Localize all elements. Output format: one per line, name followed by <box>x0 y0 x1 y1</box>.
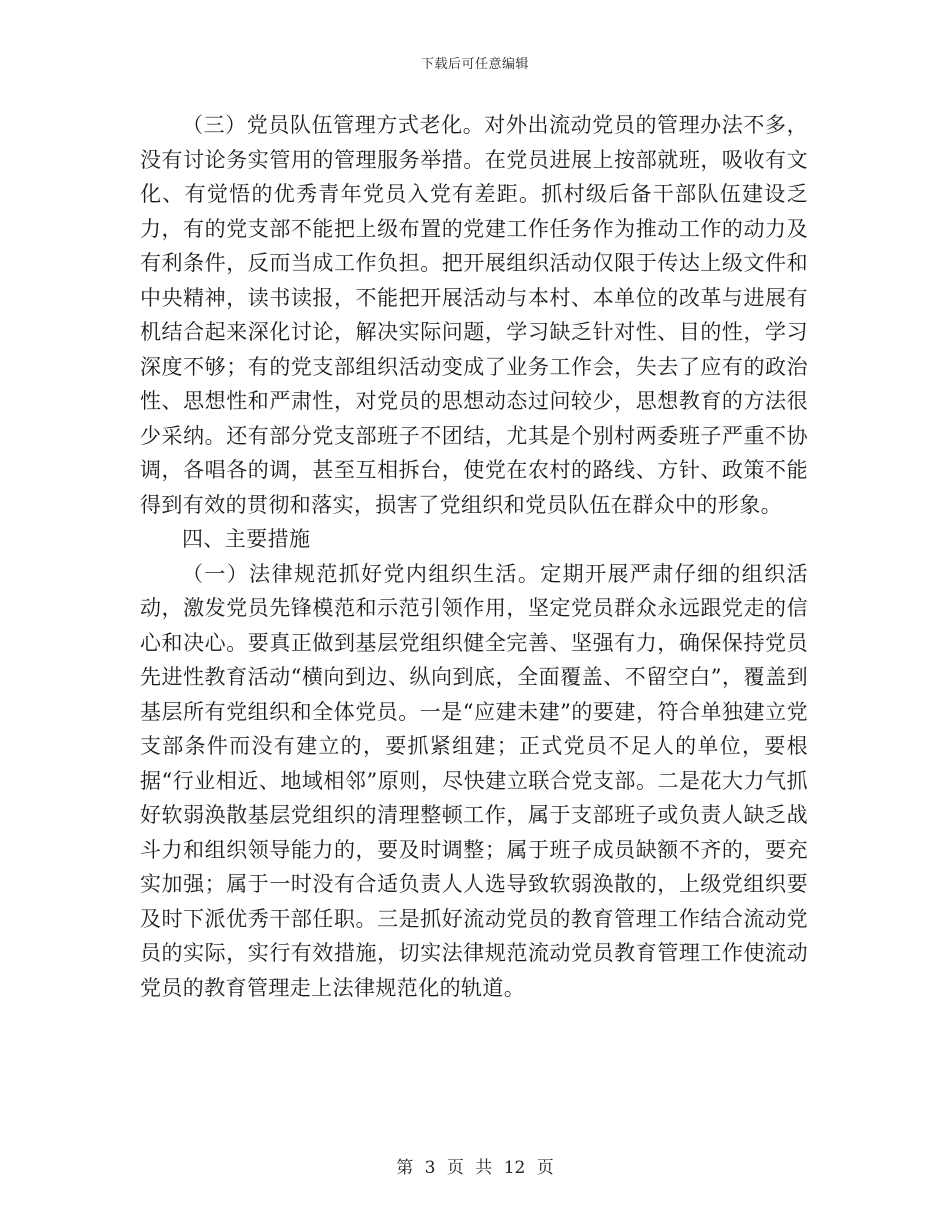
page-header: 下载后可任意编辑 <box>420 57 529 72</box>
paragraph-measure-1: （一）法律规范抓好党内组织生活。定期开展严肃仔细的组织活动，激发党员先锋模范和示范引领作用，坚定党员群众永远跟党走的信心和决心。要真正做到基层党组织健全完善、坚强有力，确保保持党员先进性教育活动“横向到边、纵向到底，全面覆盖、不留空白”，覆盖到基层所有党组织和全体党员。一是“应建未建”的要建，符合单独建立党支部条件而没有建立的，要抓紧组建；正式党员不足人的单位，要根据“行业相近、地域相邻”原则，尽快建立联合党支部。二是花大力气抓好软弱涣散基层党组织的清理整顿工作，属于支部班子或负责人缺乏战斗力和组织领导能力的，要及时调整；属于班子成员缺额不齐的，要充实加强；属于一时没有合适负责人人选导致软弱涣散的，上级党组织要及时下派优秀干部任职。三是抓好流动党员的教育管理工作结合流动党员的实际，实行有效措施，切实法律规范流动党员教育管理工作使流动党员的教育管理走上法律规范化的轨道。 <box>140 561 808 1000</box>
section-heading-measures: 四、主要措施 <box>182 527 311 551</box>
page-number: 第 3 页 共 12 页 <box>396 1158 554 1178</box>
paragraph-section-3: （三）党员队伍管理方式老化。对外出流动党员的管理办法不多，没有讨论务实管用的管理服务举措。在党员进展上按部就班，吸收有文化、有觉悟的优秀青年党员入党有差距。抓村级后备干部队伍建设乏力，有的党支部不能把上级布置的党建工作任务作为推动工作的动力及有利条件，反而当成工作负担。把开展组织活动仅限于传达上级文件和中央精神，读书读报，不能把开展活动与本村、本单位的改革与进展有机结合起来深化讨论，解决实际问题，学习缺乏针对性、目的性，学习深度不够；有的党支部组织活动变成了业务工作会，失去了应有的政治性、思想性和严肃性，对党员的思想动态过问较少，思想教育的方法很少采纳。还有部分党支部班子不团结，尤其是个别村两委班子严重不协调，各唱各的调，甚至互相拆台，使党在农村的路线、方针、政策不能得到有效的贯彻和落实，损害了党组织和党员队伍在群众中的形象。 <box>140 113 808 517</box>
document-body <box>140 108 808 1005</box>
